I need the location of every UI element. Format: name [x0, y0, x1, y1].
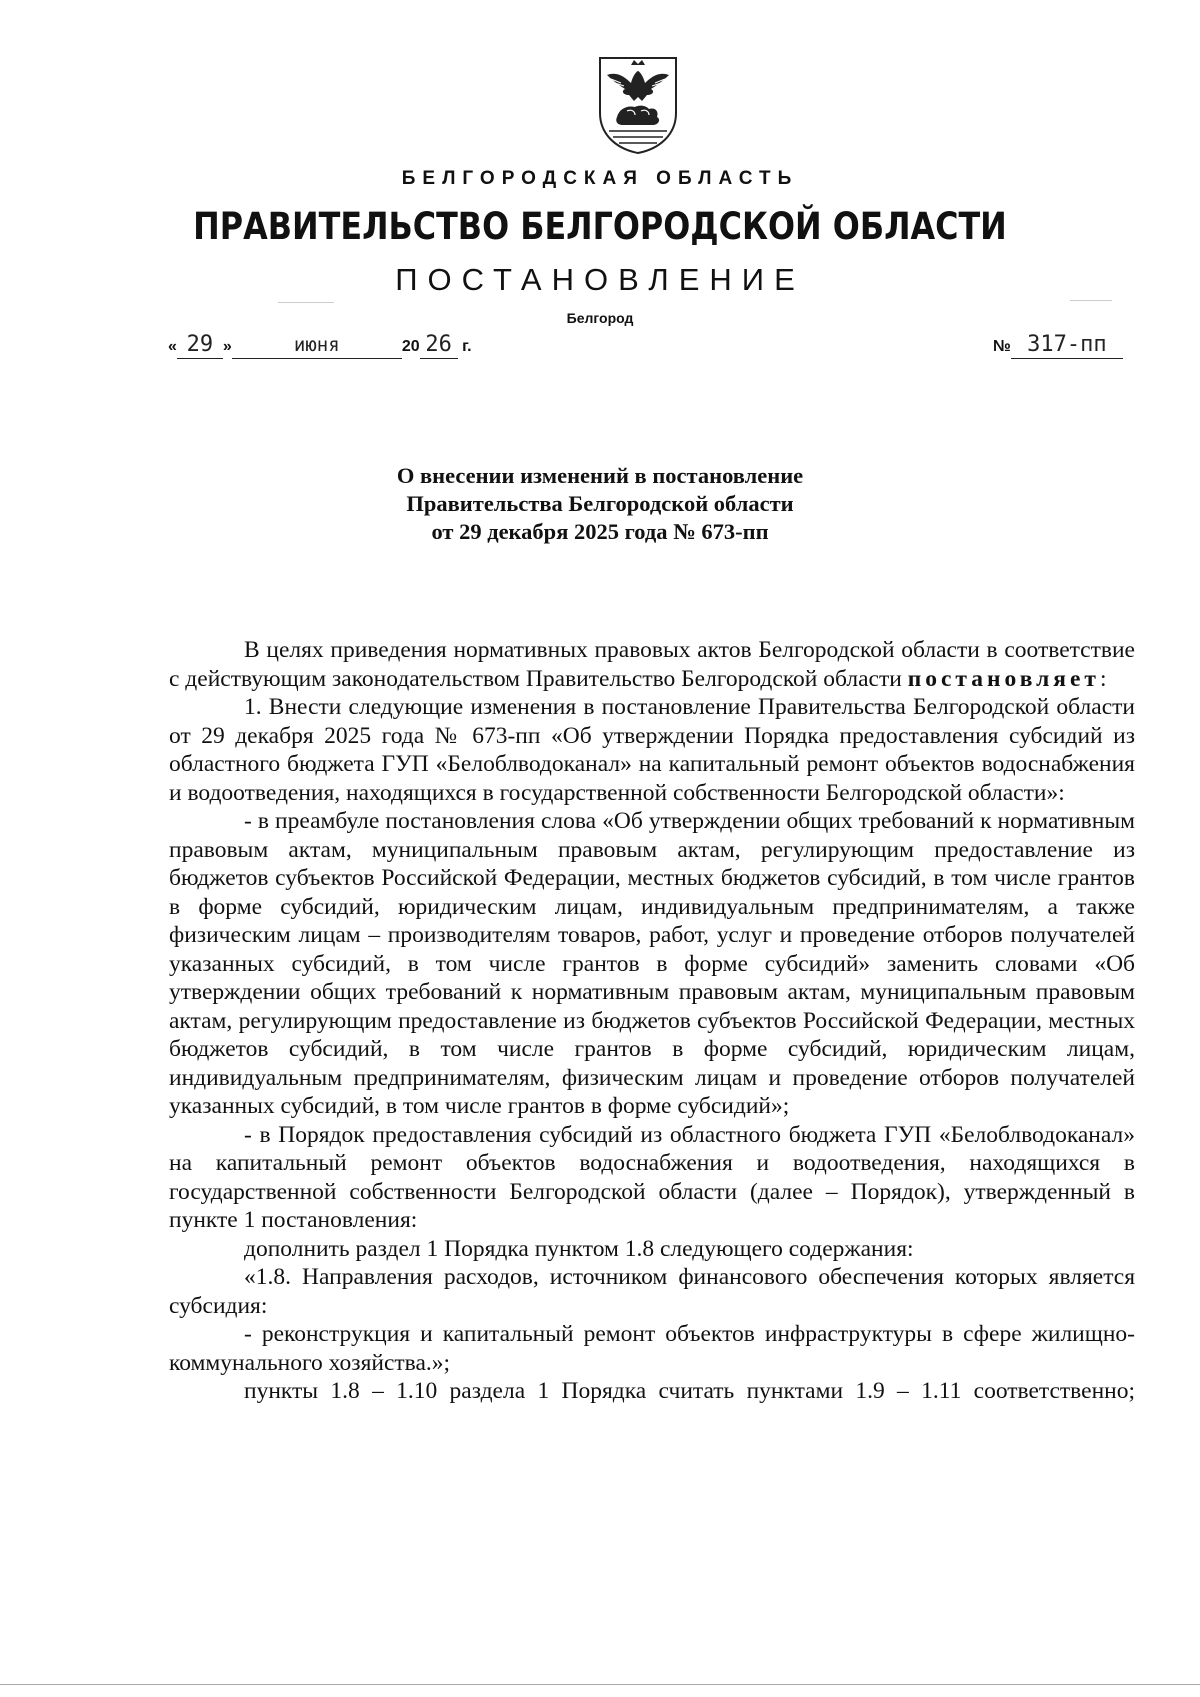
title-line-3: от 29 декабря 2025 года № 673-пп [431, 519, 769, 544]
date-close-quote: » [222, 338, 232, 355]
p1-end: : [1099, 665, 1107, 692]
p1-bold: постановляет [907, 665, 1100, 692]
body-paragraph-4: - в Порядок предоставления субсидий из областного бюджета ГУП «Белоблводоканал» на капитальный ремонт объектов водоснабжения и водоотведения, находящихся в государственной собственности Белгородской области (далее – Порядок), утвержденный в пункте 1 постановления: [169, 1121, 1135, 1233]
p1-text: В целях приведения нормативных правовых актов Белгородской области в соответствие с действующим законодательством Правительство Белгородской области [169, 637, 1135, 692]
date-open-quote: « [168, 338, 177, 355]
decree-body [169, 636, 1135, 1406]
scan-mark [1070, 300, 1112, 301]
number-label: № [993, 338, 1011, 355]
body-paragraph-8: пункты 1.8 – 1.10 раздела 1 Порядка считать пунктами 1.9 – 1.11 соответственно; [244, 1378, 1135, 1404]
date-year-suffix: 26 [425, 332, 452, 357]
decree-title [0, 462, 1200, 546]
body-paragraph-2: 1. Внести следующие изменения в постановление Правительства Белгородской области от 29 декабря 2025 года № 673-пп «Об утверждении Порядка предоставления субсидий из областного бюджета ГУП «Белоблводоканал» на капитальный ремонт объектов водоснабжения и водоотведения, находящихся в государственной собственности Белгородской области»: [169, 694, 1135, 806]
coat-of-arms-emblem [597, 55, 679, 155]
body-paragraph-1 [169, 636, 1135, 693]
decree-date [168, 334, 472, 359]
date-month: июня [293, 334, 340, 356]
decree-number [993, 334, 1123, 359]
date-day: 29 [186, 332, 214, 357]
scan-mark [278, 302, 334, 303]
title-line-2: Правительства Белгородской области [406, 491, 794, 516]
city-name: Белгород [566, 310, 634, 326]
body-paragraph-3: - в преамбуле постановления слова «Об утверждении общих требований к нормативным правовым актам, муниципальным правовым актам, регулирующим предоставление из бюджетов субъектов Российской Федерации, местных бюджетов субсидий, в том числе грантов в форме субсидий, юридическим лицам, индивидуальным предпринимателям, а также физическим лицам – производителям товаров, работ, услуг и проведение отборов получателей указанных субсидий, в том числе грантов в форме субсидий» заменить словами «Об утверждении общих требований к нормативным правовым актам, муниципальным правовым актам, регулирующим предоставление из бюджетов субъектов Российской Федерации, местных бюджетов субсидий, в том числе грантов в форме субсидий, юридическим лицам, индивидуальным предпринимателям, физическим лицам и проведение отборов получателей указанных субсидий, в том числе грантов в форме субсидий»; [169, 808, 1135, 1119]
body-paragraph-6: «1.8. Направления расходов, источником финансового обеспечения которых является субсидия: [169, 1264, 1135, 1319]
region-name: БЕЛГОРОДСКАЯ ОБЛАСТЬ [401, 168, 799, 189]
date-year-prefix: 20 [401, 338, 420, 355]
scan-mark [0, 1684, 1200, 1685]
date-year-unit: г. [462, 338, 472, 355]
document-type: ПОСТАНОВЛЕНИЕ [395, 262, 805, 297]
number-value: 317-пп [1027, 332, 1107, 357]
government-name: ПРАВИТЕЛЬСТВО БЕЛГОРОДСКОЙ ОБЛАСТИ [193, 205, 1007, 248]
body-paragraph-5: дополнить раздел 1 Порядка пунктом 1.8 следующего содержания: [244, 1235, 914, 1262]
body-paragraph-7: - реконструкция и капитальный ремонт объектов инфраструктуры в сфере жилищно-коммунального хозяйства.»; [169, 1321, 1135, 1376]
title-line-1: О внесении изменений в постановление [396, 463, 804, 488]
